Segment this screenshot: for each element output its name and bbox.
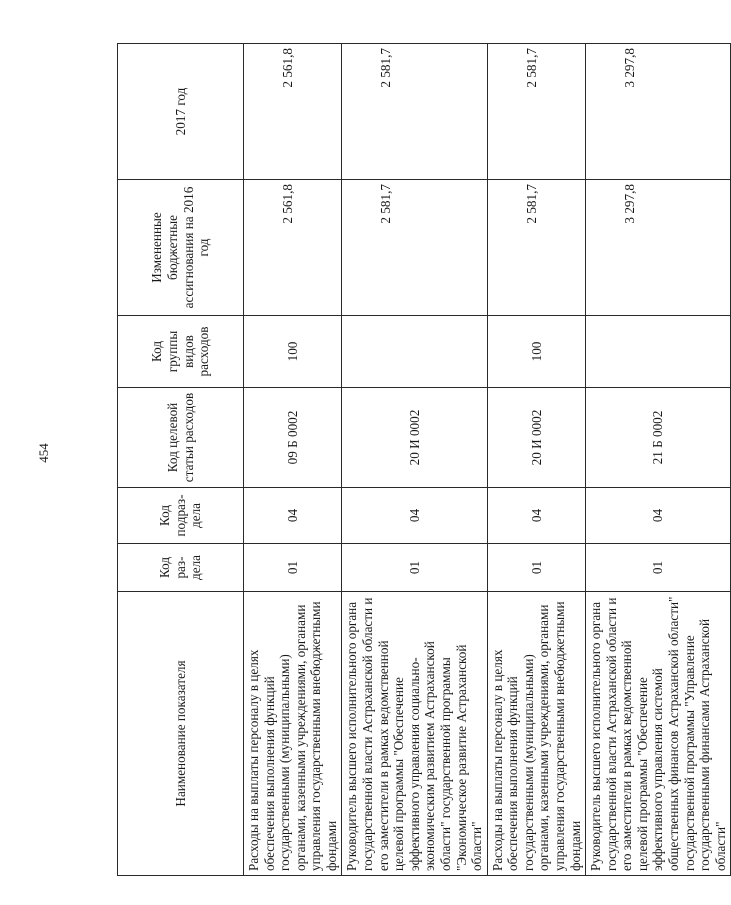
table-row xyxy=(586,44,731,876)
row-subsection: 04 xyxy=(244,488,342,544)
row-subsection: 04 xyxy=(586,488,731,544)
row-year-2017: 2 581,7 xyxy=(342,44,487,180)
row-name: Расходы на выплаты персоналу в целях обеспечения выполнения функций государственными (муниципальными) органами, казенными учреждениями, органами управления государственными внебюджетными фондами xyxy=(487,592,585,876)
row-name: Руководитель высшего исполнительного органа государственной власти Астраханской области и его заместители в рамках ведомственной целевой программы "Обеспечение эффективного управления системой общественных финансов Астраханской области" государственной программы "Управление государственными финансами Астраханской области" xyxy=(586,592,731,876)
table-row xyxy=(244,44,342,876)
row-budget-2016: 2 581,7 xyxy=(342,180,487,316)
header-group: Код группы видов расходов xyxy=(118,316,244,388)
row-year-2017: 2 581,7 xyxy=(487,44,585,180)
row-budget-2016: 2 561,8 xyxy=(244,180,342,316)
row-group: 100 xyxy=(244,316,342,388)
header-section: Код раз-дела xyxy=(118,544,244,592)
row-year-2017: 2 561,8 xyxy=(244,44,342,180)
row-section: 01 xyxy=(586,544,731,592)
row-subsection: 04 xyxy=(342,488,487,544)
row-name: Расходы на выплаты персоналу в целях обеспечения выполнения функций государственными (муниципальными) органами, казенными учреждениями, органами управления государственными внебюджетными фондами xyxy=(244,592,342,876)
table-header-row xyxy=(118,44,244,876)
header-year-2017: 2017 год xyxy=(118,44,244,180)
header-subsection: Код подраз-дела xyxy=(118,488,244,544)
row-section: 01 xyxy=(244,544,342,592)
budget-table-container xyxy=(117,44,728,876)
row-year-2017: 3 297,8 xyxy=(586,44,731,180)
row-group xyxy=(586,316,731,388)
header-budget-2016: Измененные бюджетные ассигнования на 2016 год xyxy=(118,180,244,316)
budget-table xyxy=(117,43,731,876)
row-target: 21 Б 0002 xyxy=(586,388,731,488)
row-target: 20 И 0002 xyxy=(342,388,487,488)
row-section: 01 xyxy=(487,544,585,592)
row-target: 09 Б 0002 xyxy=(244,388,342,488)
row-group: 100 xyxy=(487,316,585,388)
row-group xyxy=(342,316,487,388)
row-budget-2016: 2 581,7 xyxy=(487,180,585,316)
header-name: Наименование показателя xyxy=(118,592,244,876)
table-row xyxy=(487,44,585,876)
table-row xyxy=(342,44,487,876)
row-subsection: 04 xyxy=(487,488,585,544)
row-target: 20 И 0002 xyxy=(487,388,585,488)
header-target: Код целевой статьи расходов xyxy=(118,388,244,488)
row-name: Руководитель высшего исполнительного органа государственной власти Астраханской области и его заместители в рамках ведомственной целевой программы "Обеспечение эффективного управления социально-экономическим развитием Астраханской области" государственной программы "Экономическое развитие Астраханской области" xyxy=(342,592,487,876)
row-section: 01 xyxy=(342,544,487,592)
row-budget-2016: 3 297,8 xyxy=(586,180,731,316)
page-number: 454 xyxy=(36,443,51,463)
